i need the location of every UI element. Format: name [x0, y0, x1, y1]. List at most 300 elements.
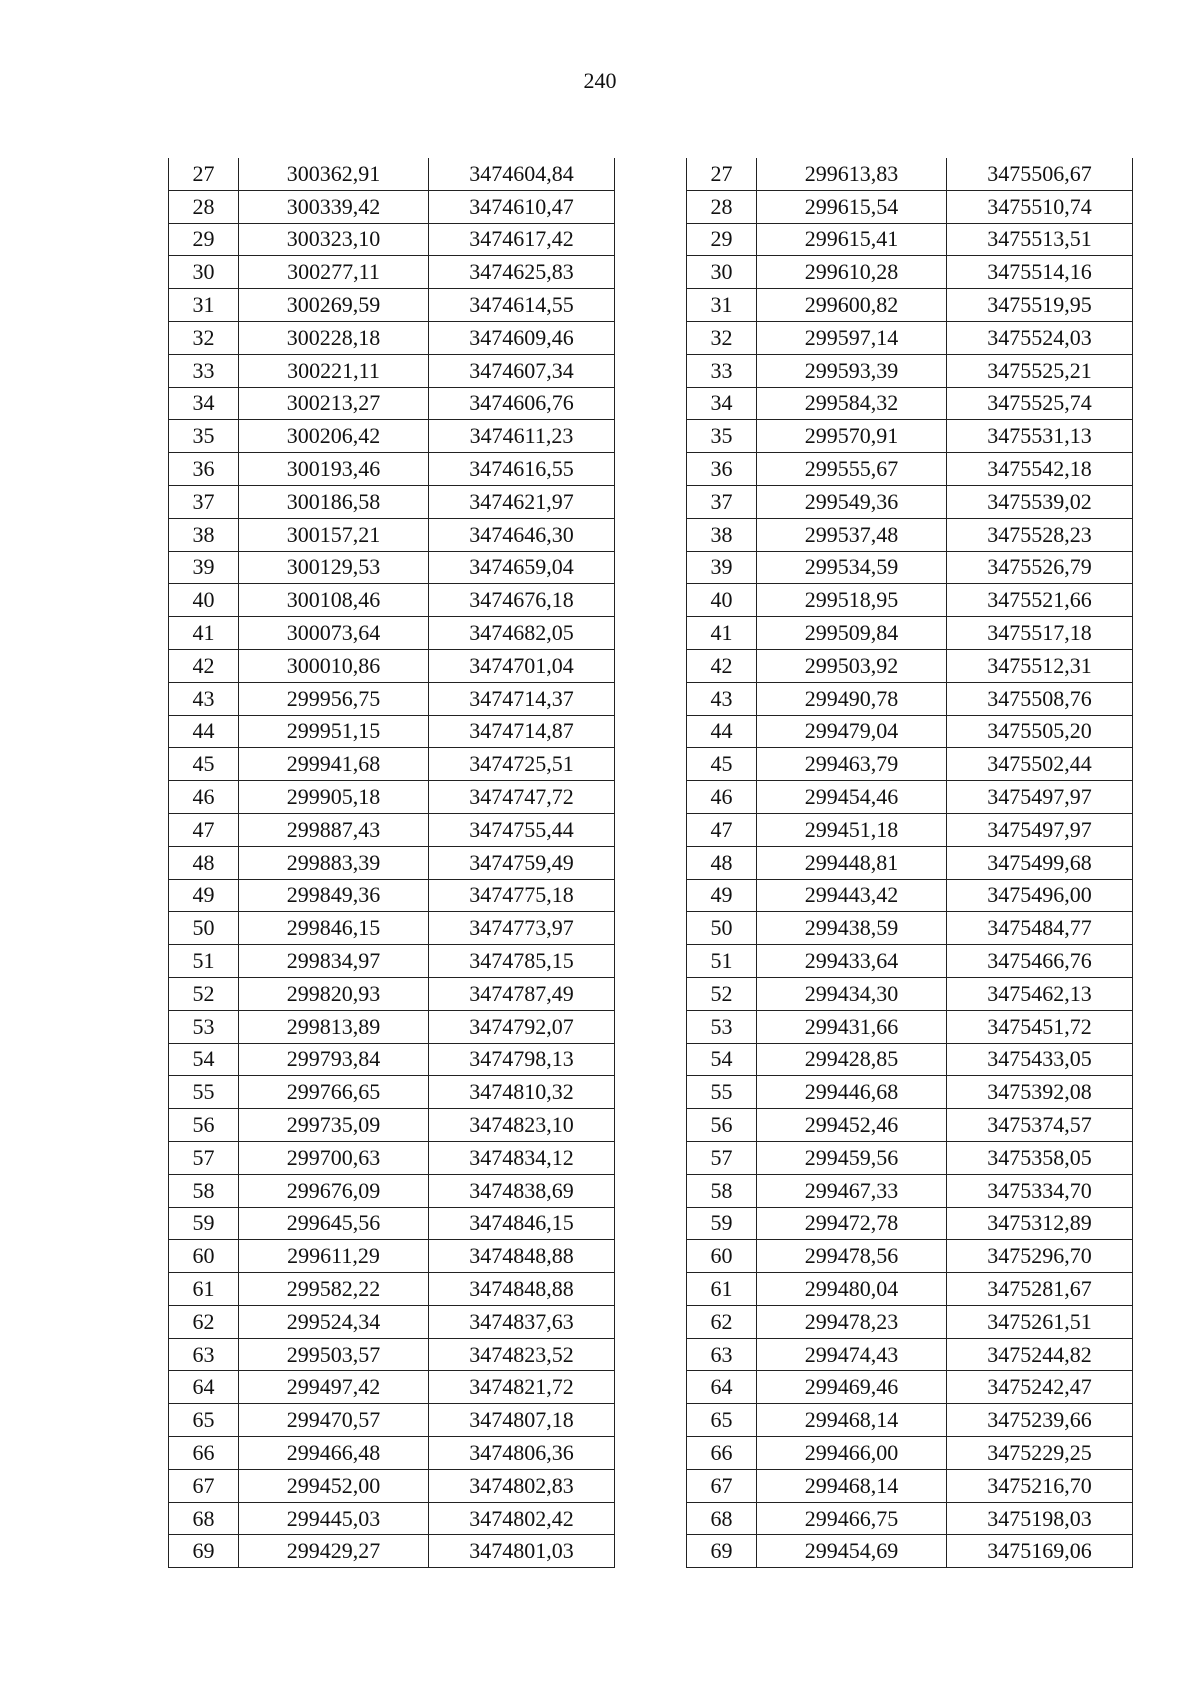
table-row: [169, 1109, 615, 1142]
x-coordinate-cell: 300228,18: [239, 321, 429, 354]
point-number-cell: 63: [169, 1338, 239, 1371]
x-coordinate-cell: 299474,43: [757, 1338, 947, 1371]
y-coordinate-cell: 3474606,76: [429, 387, 615, 420]
coordinates-table-left: [168, 158, 615, 1568]
x-coordinate-cell: 299479,04: [757, 715, 947, 748]
table-row: [169, 584, 615, 617]
point-number-cell: 52: [687, 977, 757, 1010]
point-number-cell: 66: [169, 1437, 239, 1470]
y-coordinate-cell: 3474646,30: [429, 518, 615, 551]
table-row: [687, 584, 1133, 617]
x-coordinate-cell: 299613,83: [757, 158, 947, 190]
table-row: [169, 321, 615, 354]
table-row: [169, 1207, 615, 1240]
x-coordinate-cell: 300129,53: [239, 551, 429, 584]
y-coordinate-cell: 3475392,08: [947, 1076, 1133, 1109]
point-number-cell: 45: [687, 748, 757, 781]
table-row: [687, 289, 1133, 322]
x-coordinate-cell: 299887,43: [239, 813, 429, 846]
x-coordinate-cell: 299537,48: [757, 518, 947, 551]
y-coordinate-cell: 3474801,03: [429, 1535, 615, 1568]
table-row: [169, 813, 615, 846]
x-coordinate-cell: 299597,14: [757, 321, 947, 354]
point-number-cell: 49: [687, 879, 757, 912]
point-number-cell: 61: [687, 1273, 757, 1306]
point-number-cell: 61: [169, 1273, 239, 1306]
table-row: [687, 551, 1133, 584]
x-coordinate-cell: 299820,93: [239, 977, 429, 1010]
x-coordinate-cell: 299849,36: [239, 879, 429, 912]
y-coordinate-cell: 3475512,31: [947, 649, 1133, 682]
y-coordinate-cell: 3474823,52: [429, 1338, 615, 1371]
point-number-cell: 53: [687, 1010, 757, 1043]
y-coordinate-cell: 3474807,18: [429, 1404, 615, 1437]
point-number-cell: 51: [687, 945, 757, 978]
point-number-cell: 47: [169, 813, 239, 846]
x-coordinate-cell: 299555,67: [757, 453, 947, 486]
table-row: [169, 879, 615, 912]
table-row: [169, 617, 615, 650]
y-coordinate-cell: 3474823,10: [429, 1109, 615, 1142]
x-coordinate-cell: 299438,59: [757, 912, 947, 945]
table-row: [687, 617, 1133, 650]
y-coordinate-cell: 3475229,25: [947, 1437, 1133, 1470]
point-number-cell: 32: [687, 321, 757, 354]
x-coordinate-cell: 299503,92: [757, 649, 947, 682]
point-number-cell: 45: [169, 748, 239, 781]
table-row: [169, 420, 615, 453]
point-number-cell: 65: [169, 1404, 239, 1437]
point-number-cell: 30: [169, 256, 239, 289]
point-number-cell: 38: [687, 518, 757, 551]
table-row: [169, 518, 615, 551]
point-number-cell: 28: [169, 190, 239, 223]
point-number-cell: 68: [687, 1502, 757, 1535]
x-coordinate-cell: 299428,85: [757, 1043, 947, 1076]
y-coordinate-cell: 3475281,67: [947, 1273, 1133, 1306]
y-coordinate-cell: 3474755,44: [429, 813, 615, 846]
x-coordinate-cell: 299434,30: [757, 977, 947, 1010]
point-number-cell: 47: [687, 813, 757, 846]
y-coordinate-cell: 3474609,46: [429, 321, 615, 354]
x-coordinate-cell: 299429,27: [239, 1535, 429, 1568]
table-row: [687, 1305, 1133, 1338]
point-number-cell: 54: [169, 1043, 239, 1076]
y-coordinate-cell: 3474848,88: [429, 1273, 615, 1306]
y-coordinate-cell: 3475519,95: [947, 289, 1133, 322]
table-row: [687, 1174, 1133, 1207]
point-number-cell: 36: [169, 453, 239, 486]
y-coordinate-cell: 3475244,82: [947, 1338, 1133, 1371]
x-coordinate-cell: 300221,11: [239, 354, 429, 387]
point-number-cell: 54: [687, 1043, 757, 1076]
table-row: [687, 1109, 1133, 1142]
point-number-cell: 64: [687, 1371, 757, 1404]
point-number-cell: 44: [169, 715, 239, 748]
x-coordinate-cell: 300193,46: [239, 453, 429, 486]
x-coordinate-cell: 299534,59: [757, 551, 947, 584]
x-coordinate-cell: 299472,78: [757, 1207, 947, 1240]
y-coordinate-cell: 3475484,77: [947, 912, 1133, 945]
table-row: [169, 289, 615, 322]
y-coordinate-cell: 3474792,07: [429, 1010, 615, 1043]
point-number-cell: 58: [169, 1174, 239, 1207]
y-coordinate-cell: 3475510,74: [947, 190, 1133, 223]
x-coordinate-cell: 299610,28: [757, 256, 947, 289]
x-coordinate-cell: 299459,56: [757, 1141, 947, 1174]
x-coordinate-cell: 299452,46: [757, 1109, 947, 1142]
y-coordinate-cell: 3474682,05: [429, 617, 615, 650]
y-coordinate-cell: 3475517,18: [947, 617, 1133, 650]
x-coordinate-cell: 299451,18: [757, 813, 947, 846]
y-coordinate-cell: 3474846,15: [429, 1207, 615, 1240]
y-coordinate-cell: 3474798,13: [429, 1043, 615, 1076]
x-coordinate-cell: 300277,11: [239, 256, 429, 289]
table-row: [687, 1010, 1133, 1043]
table-row: [169, 682, 615, 715]
table-row: [169, 453, 615, 486]
table-row: [687, 420, 1133, 453]
point-number-cell: 52: [169, 977, 239, 1010]
y-coordinate-cell: 3475505,20: [947, 715, 1133, 748]
x-coordinate-cell: 300323,10: [239, 223, 429, 256]
table-row: [687, 1273, 1133, 1306]
x-coordinate-cell: 299466,75: [757, 1502, 947, 1535]
table-row: [687, 190, 1133, 223]
y-coordinate-cell: 3474607,34: [429, 354, 615, 387]
y-coordinate-cell: 3475296,70: [947, 1240, 1133, 1273]
point-number-cell: 46: [169, 781, 239, 814]
table-row: [169, 1535, 615, 1568]
point-number-cell: 48: [169, 846, 239, 879]
table-row: [687, 813, 1133, 846]
y-coordinate-cell: 3474810,32: [429, 1076, 615, 1109]
table-row: [169, 1076, 615, 1109]
y-coordinate-cell: 3475312,89: [947, 1207, 1133, 1240]
point-number-cell: 57: [169, 1141, 239, 1174]
y-coordinate-cell: 3474802,83: [429, 1469, 615, 1502]
x-coordinate-cell: 300269,59: [239, 289, 429, 322]
point-number-cell: 35: [687, 420, 757, 453]
x-coordinate-cell: 299503,57: [239, 1338, 429, 1371]
x-coordinate-cell: 299611,29: [239, 1240, 429, 1273]
table-row: [687, 158, 1133, 190]
point-number-cell: 35: [169, 420, 239, 453]
table-row: [169, 387, 615, 420]
y-coordinate-cell: 3474625,83: [429, 256, 615, 289]
table-row: [687, 1371, 1133, 1404]
point-number-cell: 67: [169, 1469, 239, 1502]
y-coordinate-cell: 3475508,76: [947, 682, 1133, 715]
table-row: [169, 1502, 615, 1535]
y-coordinate-cell: 3475531,13: [947, 420, 1133, 453]
x-coordinate-cell: 299615,41: [757, 223, 947, 256]
y-coordinate-cell: 3474610,47: [429, 190, 615, 223]
table-row: [169, 1273, 615, 1306]
x-coordinate-cell: 299478,56: [757, 1240, 947, 1273]
x-coordinate-cell: 299813,89: [239, 1010, 429, 1043]
y-coordinate-cell: 3475526,79: [947, 551, 1133, 584]
table-row: [687, 1141, 1133, 1174]
x-coordinate-cell: 299645,56: [239, 1207, 429, 1240]
point-number-cell: 67: [687, 1469, 757, 1502]
table-row: [687, 256, 1133, 289]
y-coordinate-cell: 3475521,66: [947, 584, 1133, 617]
y-coordinate-cell: 3474848,88: [429, 1240, 615, 1273]
point-number-cell: 48: [687, 846, 757, 879]
table-row: [169, 158, 615, 190]
point-number-cell: 39: [169, 551, 239, 584]
table-row: [687, 518, 1133, 551]
y-coordinate-cell: 3475433,05: [947, 1043, 1133, 1076]
table-row: [687, 1437, 1133, 1470]
x-coordinate-cell: 299445,03: [239, 1502, 429, 1535]
point-number-cell: 41: [169, 617, 239, 650]
y-coordinate-cell: 3475242,47: [947, 1371, 1133, 1404]
x-coordinate-cell: 299469,46: [757, 1371, 947, 1404]
point-number-cell: 55: [169, 1076, 239, 1109]
x-coordinate-cell: 299480,04: [757, 1273, 947, 1306]
table-row: [687, 1207, 1133, 1240]
y-coordinate-cell: 3475462,13: [947, 977, 1133, 1010]
y-coordinate-cell: 3475528,23: [947, 518, 1133, 551]
point-number-cell: 39: [687, 551, 757, 584]
y-coordinate-cell: 3474714,87: [429, 715, 615, 748]
point-number-cell: 38: [169, 518, 239, 551]
point-number-cell: 59: [687, 1207, 757, 1240]
y-coordinate-cell: 3475496,00: [947, 879, 1133, 912]
point-number-cell: 37: [687, 485, 757, 518]
table-row: [687, 223, 1133, 256]
table-row: [169, 846, 615, 879]
x-coordinate-cell: 300108,46: [239, 584, 429, 617]
point-number-cell: 32: [169, 321, 239, 354]
y-coordinate-cell: 3475499,68: [947, 846, 1133, 879]
table-row: [687, 649, 1133, 682]
point-number-cell: 68: [169, 1502, 239, 1535]
y-coordinate-cell: 3475198,03: [947, 1502, 1133, 1535]
y-coordinate-cell: 3474821,72: [429, 1371, 615, 1404]
table-row: [687, 945, 1133, 978]
x-coordinate-cell: 299497,42: [239, 1371, 429, 1404]
table-row: [687, 1404, 1133, 1437]
y-coordinate-cell: 3474701,04: [429, 649, 615, 682]
table-row: [687, 354, 1133, 387]
y-coordinate-cell: 3474806,36: [429, 1437, 615, 1470]
x-coordinate-cell: 299466,48: [239, 1437, 429, 1470]
y-coordinate-cell: 3475358,05: [947, 1141, 1133, 1174]
table-row: [687, 1043, 1133, 1076]
point-number-cell: 43: [169, 682, 239, 715]
x-coordinate-cell: 299467,33: [757, 1174, 947, 1207]
table-row: [687, 1240, 1133, 1273]
x-coordinate-cell: 299468,14: [757, 1469, 947, 1502]
y-coordinate-cell: 3474614,55: [429, 289, 615, 322]
x-coordinate-cell: 299518,95: [757, 584, 947, 617]
table-row: [169, 1371, 615, 1404]
y-coordinate-cell: 3474787,49: [429, 977, 615, 1010]
x-coordinate-cell: 299431,66: [757, 1010, 947, 1043]
table-row: [169, 1141, 615, 1174]
point-number-cell: 31: [687, 289, 757, 322]
x-coordinate-cell: 300339,42: [239, 190, 429, 223]
table-row: [169, 551, 615, 584]
x-coordinate-cell: 299570,91: [757, 420, 947, 453]
table-row: [169, 977, 615, 1010]
y-coordinate-cell: 3475497,97: [947, 813, 1133, 846]
x-coordinate-cell: 299454,46: [757, 781, 947, 814]
x-coordinate-cell: 299466,00: [757, 1437, 947, 1470]
table-row: [687, 748, 1133, 781]
y-coordinate-cell: 3474785,15: [429, 945, 615, 978]
page-number: 240: [583, 68, 617, 93]
point-number-cell: 33: [169, 354, 239, 387]
point-number-cell: 41: [687, 617, 757, 650]
y-coordinate-cell: 3475542,18: [947, 453, 1133, 486]
table-row: [687, 977, 1133, 1010]
point-number-cell: 43: [687, 682, 757, 715]
y-coordinate-cell: 3474616,55: [429, 453, 615, 486]
table-row: [169, 1043, 615, 1076]
point-number-cell: 50: [169, 912, 239, 945]
y-coordinate-cell: 3475514,16: [947, 256, 1133, 289]
x-coordinate-cell: 299443,42: [757, 879, 947, 912]
point-number-cell: 33: [687, 354, 757, 387]
x-coordinate-cell: 299846,15: [239, 912, 429, 945]
table-row: [687, 682, 1133, 715]
x-coordinate-cell: 299582,22: [239, 1273, 429, 1306]
table-row: [169, 1010, 615, 1043]
point-number-cell: 62: [169, 1305, 239, 1338]
y-coordinate-cell: 3474604,84: [429, 158, 615, 190]
table-row: [169, 1437, 615, 1470]
table-row: [169, 223, 615, 256]
table-row: [169, 256, 615, 289]
y-coordinate-cell: 3475539,02: [947, 485, 1133, 518]
x-coordinate-cell: 299452,00: [239, 1469, 429, 1502]
x-coordinate-cell: 299883,39: [239, 846, 429, 879]
point-number-cell: 50: [687, 912, 757, 945]
table-row: [169, 190, 615, 223]
y-coordinate-cell: 3474759,49: [429, 846, 615, 879]
point-number-cell: 60: [169, 1240, 239, 1273]
x-coordinate-cell: 299454,69: [757, 1535, 947, 1568]
y-coordinate-cell: 3474659,04: [429, 551, 615, 584]
table-row: [169, 1469, 615, 1502]
y-coordinate-cell: 3475261,51: [947, 1305, 1133, 1338]
x-coordinate-cell: 299951,15: [239, 715, 429, 748]
table-row: [169, 1404, 615, 1437]
x-coordinate-cell: 299956,75: [239, 682, 429, 715]
table-row: [687, 321, 1133, 354]
coordinates-table-right: [686, 158, 1133, 1568]
y-coordinate-cell: 3474621,97: [429, 485, 615, 518]
point-number-cell: 51: [169, 945, 239, 978]
x-coordinate-cell: 299766,65: [239, 1076, 429, 1109]
point-number-cell: 46: [687, 781, 757, 814]
x-coordinate-cell: 299446,68: [757, 1076, 947, 1109]
x-coordinate-cell: 299448,81: [757, 846, 947, 879]
x-coordinate-cell: 299700,63: [239, 1141, 429, 1174]
table-row: [687, 1535, 1133, 1568]
point-number-cell: 40: [169, 584, 239, 617]
point-number-cell: 44: [687, 715, 757, 748]
y-coordinate-cell: 3475334,70: [947, 1174, 1133, 1207]
table-row: [687, 1076, 1133, 1109]
y-coordinate-cell: 3475497,97: [947, 781, 1133, 814]
table-row: [169, 781, 615, 814]
x-coordinate-cell: 300186,58: [239, 485, 429, 518]
table-row: [169, 748, 615, 781]
x-coordinate-cell: 299490,78: [757, 682, 947, 715]
y-coordinate-cell: 3475216,70: [947, 1469, 1133, 1502]
point-number-cell: 56: [687, 1109, 757, 1142]
table-row: [687, 912, 1133, 945]
table-row: [687, 1338, 1133, 1371]
table-row: [169, 945, 615, 978]
table-row: [687, 846, 1133, 879]
point-number-cell: 34: [169, 387, 239, 420]
point-number-cell: 31: [169, 289, 239, 322]
x-coordinate-cell: 300157,21: [239, 518, 429, 551]
y-coordinate-cell: 3474775,18: [429, 879, 615, 912]
y-coordinate-cell: 3475502,44: [947, 748, 1133, 781]
y-coordinate-cell: 3474834,12: [429, 1141, 615, 1174]
y-coordinate-cell: 3474747,72: [429, 781, 615, 814]
table-row: [687, 879, 1133, 912]
y-coordinate-cell: 3474676,18: [429, 584, 615, 617]
point-number-cell: 30: [687, 256, 757, 289]
table-row: [687, 715, 1133, 748]
point-number-cell: 27: [169, 158, 239, 190]
y-coordinate-cell: 3475169,06: [947, 1535, 1133, 1568]
point-number-cell: 37: [169, 485, 239, 518]
x-coordinate-cell: 299549,36: [757, 485, 947, 518]
x-coordinate-cell: 299735,09: [239, 1109, 429, 1142]
point-number-cell: 42: [169, 649, 239, 682]
x-coordinate-cell: 300213,27: [239, 387, 429, 420]
x-coordinate-cell: 299584,32: [757, 387, 947, 420]
table-row: [687, 453, 1133, 486]
point-number-cell: 29: [687, 223, 757, 256]
x-coordinate-cell: 299676,09: [239, 1174, 429, 1207]
point-number-cell: 69: [169, 1535, 239, 1568]
table-row: [169, 715, 615, 748]
y-coordinate-cell: 3475451,72: [947, 1010, 1133, 1043]
table-row: [169, 1338, 615, 1371]
y-coordinate-cell: 3475525,21: [947, 354, 1133, 387]
x-coordinate-cell: 299615,54: [757, 190, 947, 223]
table-row: [169, 1174, 615, 1207]
y-coordinate-cell: 3475466,76: [947, 945, 1133, 978]
point-number-cell: 59: [169, 1207, 239, 1240]
point-number-cell: 66: [687, 1437, 757, 1470]
table-row: [169, 485, 615, 518]
x-coordinate-cell: 300010,86: [239, 649, 429, 682]
x-coordinate-cell: 299463,79: [757, 748, 947, 781]
table-row: [687, 485, 1133, 518]
x-coordinate-cell: 299593,39: [757, 354, 947, 387]
y-coordinate-cell: 3475525,74: [947, 387, 1133, 420]
table-row: [169, 649, 615, 682]
x-coordinate-cell: 299509,84: [757, 617, 947, 650]
y-coordinate-cell: 3475239,66: [947, 1404, 1133, 1437]
y-coordinate-cell: 3474611,23: [429, 420, 615, 453]
point-number-cell: 62: [687, 1305, 757, 1338]
x-coordinate-cell: 300206,42: [239, 420, 429, 453]
x-coordinate-cell: 299941,68: [239, 748, 429, 781]
point-number-cell: 49: [169, 879, 239, 912]
